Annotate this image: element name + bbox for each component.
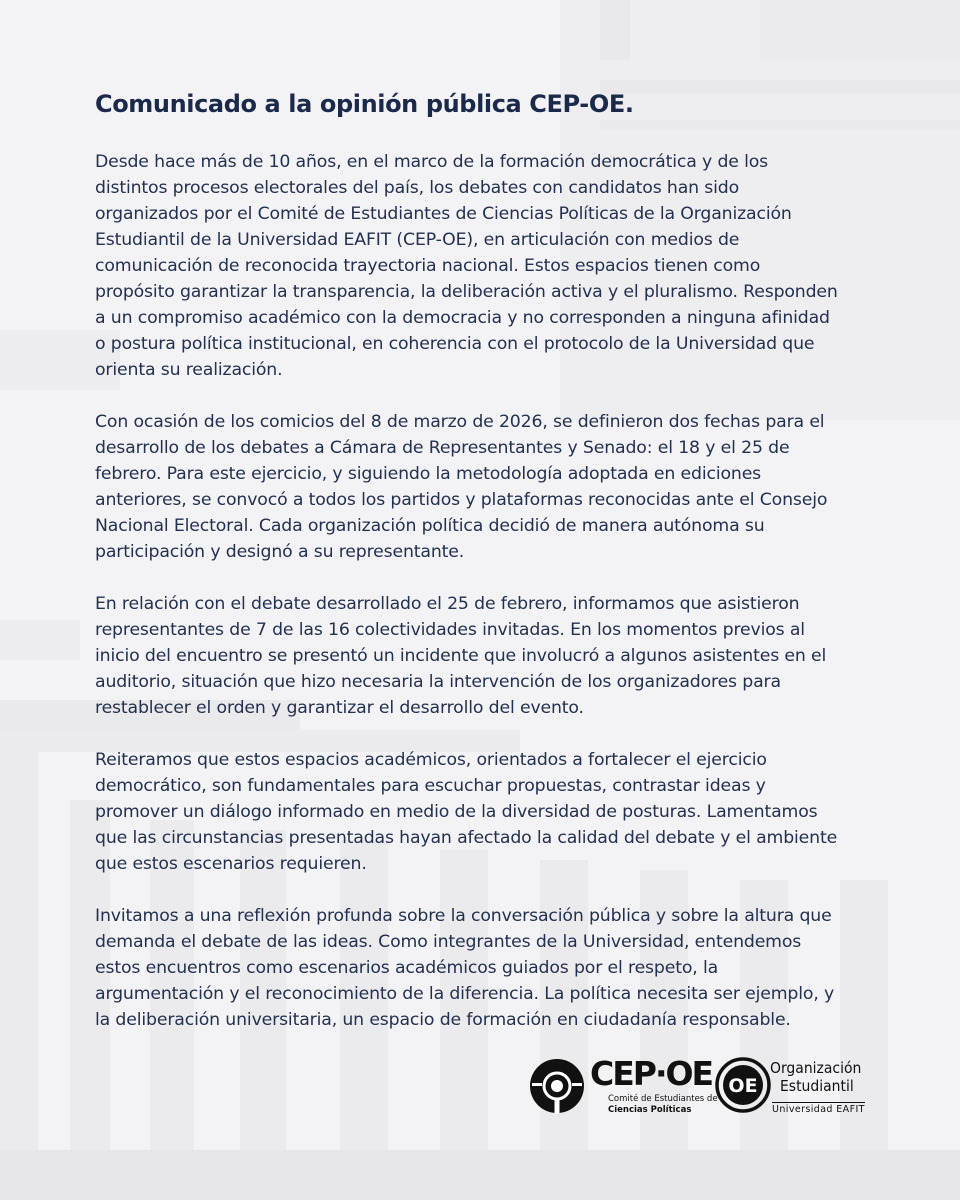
paragraph-line: distintos procesos electorales del país, los debates con candidatos han sido [95, 177, 740, 198]
paragraph-line: Estudiantil de la Universidad EAFIT (CEP-OE), en articulación con medios de [95, 229, 740, 250]
oe-emblem-icon [715, 1057, 771, 1113]
paragraph [95, 409, 895, 565]
paragraph-line: participación y designó a su representante. [95, 541, 465, 562]
paragraph-line: argumentación y el reconocimiento de la diferencia. La política necesita ser ejemplo, y [95, 983, 835, 1004]
paragraph-line: que estos escenarios requieren. [95, 853, 367, 874]
oe-name-line2: Estudiantil [780, 1077, 854, 1095]
paragraph-line: o postura política institucional, en coherencia con el protocolo de la Universidad que [95, 333, 815, 354]
paragraph-line: Nacional Electoral. Cada organización política decidió de manera autónoma su [95, 515, 765, 536]
paragraph-line: la deliberación universitaria, un espacio de formación en ciudadanía responsable. [95, 1009, 791, 1030]
paragraph-line: propósito garantizar la transparencia, la deliberación activa y el pluralismo. Responden [95, 281, 838, 302]
paragraph-line: desarrollo de los debates a Cámara de Representantes y Senado: el 18 y el 25 de [95, 437, 790, 458]
paragraph-line: febrero. Para este ejercicio, y siguiendo la metodología adoptada en ediciones [95, 463, 762, 484]
paragraph-line: anteriores, se convocó a todos los partidos y plataformas reconocidas ante el Consejo [95, 489, 828, 510]
paragraph [95, 747, 895, 877]
oe-university: Universidad EAFIT [772, 1104, 865, 1115]
paragraph-line: En relación con el debate desarrollado el 25 de febrero, informamos que asistieron [95, 593, 800, 614]
paragraph-line: comunicación de reconocida trayectoria nacional. Estos espacios tienen como [95, 255, 761, 276]
paragraph-line: Desde hace más de 10 años, en el marco de la formación democrática y de los [95, 151, 769, 172]
paragraph [95, 903, 895, 1033]
paragraph-line: que las circunstancias presentadas hayan afectado la calidad del debate y el ambiente [95, 827, 838, 848]
paragraph-line: a un compromiso académico con la democracia y no corresponden a ninguna afinidad [95, 307, 830, 328]
page-title: Comunicado a la opinión pública CEP-OE. [95, 90, 634, 118]
cep-wordmark: CEP·OE [590, 1054, 713, 1093]
paragraph-line: restablecer el orden y garantizar el desarrollo del evento. [95, 697, 584, 718]
paragraph-line: Con ocasión de los comicios del 8 de marzo de 2026, se definieron dos fechas para el [95, 411, 825, 432]
paragraph [95, 591, 895, 721]
paragraph-line: estos encuentros como escenarios académicos guiados por el respeto, la [95, 957, 719, 978]
paragraph-line: demanda el debate de las ideas. Como integrantes de la Universidad, entendemos [95, 931, 802, 952]
paragraph [95, 149, 895, 383]
logos [528, 1055, 868, 1117]
paragraph-line: representantes de 7 de las 16 colectividades invitadas. En los momentos previos al [95, 619, 805, 640]
paragraph-line: Invitamos a una reflexión profunda sobre la conversación pública y sobre la altura que [95, 905, 832, 926]
paragraph-line: Reiteramos que estos espacios académicos, orientados a fortalecer el ejercicio [95, 749, 767, 770]
paragraph-line: organizados por el Comité de Estudiantes de Ciencias Políticas de la Organización [95, 203, 792, 224]
oe-name-line1: Organización [770, 1059, 862, 1077]
oe-emblem-text: OE [728, 1075, 758, 1097]
paragraph-line: auditorio, situación que hizo necesaria la intervención de los organizadores para [95, 671, 781, 692]
paragraph-line: promover un diálogo informado en medio de la diversidad de posturas. Lamentamos [95, 801, 818, 822]
cep-emblem-icon [528, 1057, 586, 1115]
communique [95, 90, 895, 1059]
cep-subtitle: Comité de Estudiantes de [608, 1094, 718, 1104]
paragraph-line: democrático, son fundamentales para escuchar propuestas, contrastar ideas y [95, 775, 766, 796]
paragraph-line: inicio del encuentro se presentó un incidente que involucró a algunos asistentes en el [95, 645, 827, 666]
paragraph-line: orienta su realización. [95, 359, 283, 380]
cep-subtitle-bold: Ciencias Políticas [608, 1105, 692, 1115]
body-text [95, 149, 895, 1033]
